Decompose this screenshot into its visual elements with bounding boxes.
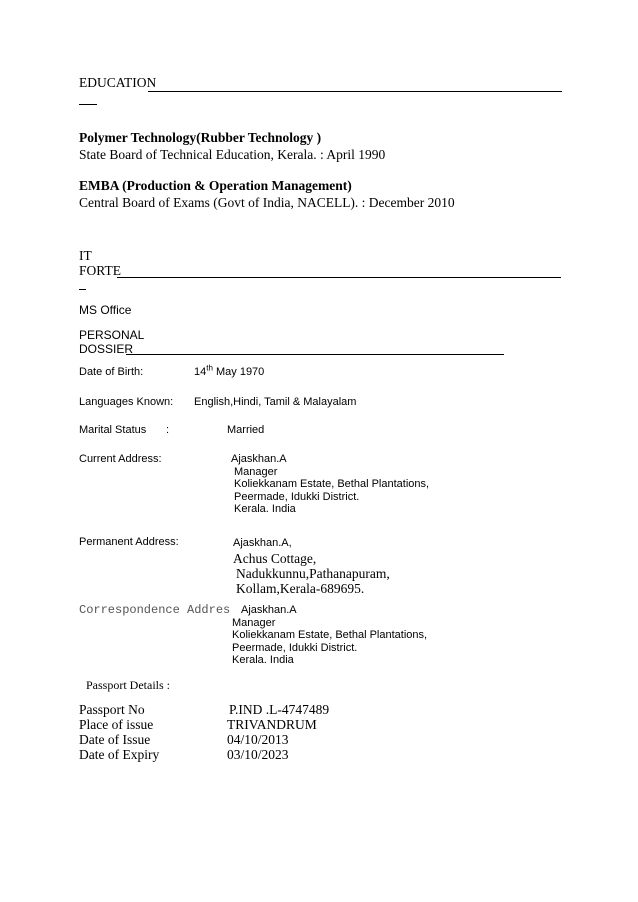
education-heading: EDUCATION — [79, 75, 157, 90]
education-item-title: Polymer Technology(Rubber Technology ) — [79, 130, 322, 145]
passport-row-value: TRIVANDRUM — [227, 717, 317, 732]
address-line: Peermade, Idukki District. — [234, 490, 360, 503]
it-forte-underline-continuation — [79, 289, 86, 290]
passport-heading: Passport Details : — [86, 678, 170, 692]
education-underline-continuation — [79, 104, 97, 105]
it-forte-heading-line1: IT — [79, 248, 92, 263]
languages-label: Languages Known: — [79, 396, 174, 408]
passport-row-value: 03/10/2023 — [227, 747, 289, 762]
passport-row-label: Date of Expiry — [79, 747, 160, 762]
marital-value: Married — [227, 424, 265, 436]
marital-label: Marital Status — [79, 424, 147, 436]
address-line: Manager — [232, 616, 276, 629]
education-item-title: EMBA (Production & Operation Management) — [79, 178, 352, 193]
address-line: Ajaskhan.A — [231, 453, 287, 465]
passport-row-value: P.IND .L-4747489 — [229, 702, 330, 717]
address-line: Kerala. India — [234, 503, 296, 515]
passport-row-label: Place of issue — [79, 717, 154, 732]
address-line: Koliekkanam Estate, Bethal Plantations, — [234, 478, 430, 490]
address-line: Peermade, Idukki District. — [232, 641, 358, 654]
personal-heading-line1: PERSONAL — [79, 328, 145, 342]
address-line: Kollam,Kerala-689695. — [236, 581, 365, 596]
correspondence-address-label: Correspondence Addres — [79, 603, 231, 617]
address-line: Achus Cottage, — [233, 551, 317, 566]
education-item-detail: State Board of Technical Education, Kerala. : April 1990 — [79, 147, 386, 162]
passport-row-label: Passport No — [79, 702, 145, 717]
address-line: Manager — [234, 465, 278, 478]
personal-underline — [126, 354, 504, 355]
address-line: Kerala. India — [232, 654, 294, 666]
address-line: Nadukkunnu,Pathanapuram, — [236, 566, 390, 581]
passport-row-value: 04/10/2013 — [227, 732, 289, 747]
it-forte-item: MS Office — [79, 303, 132, 317]
dob-value: 14th May 1970 — [194, 363, 265, 378]
correspondence-address-block — [232, 604, 428, 667]
it-forte-underline — [117, 277, 561, 278]
address-line: Ajaskhan.A, — [233, 537, 292, 549]
education-underline — [148, 91, 562, 92]
dob-label: Date of Birth: — [79, 366, 144, 378]
passport-row-label: Date of Issue — [79, 732, 151, 747]
permanent-address-label: Permanent Address: — [79, 536, 179, 548]
education-item-detail: Central Board of Exams (Govt of India, NACELL). : December 2010 — [79, 195, 455, 210]
address-line: Koliekkanam Estate, Bethal Plantations, — [232, 629, 428, 641]
current-address-block — [231, 453, 429, 516]
permanent-address-block — [233, 536, 390, 596]
passport-values — [227, 702, 329, 762]
personal-heading-line2: DOSSIER — [79, 342, 134, 356]
it-forte-heading-line2: FORTE — [79, 263, 121, 278]
languages-value: English,Hindi, Tamil & Malayalam — [194, 396, 357, 408]
address-line: Ajaskhan.A — [241, 604, 297, 616]
marital-colon: : — [166, 424, 170, 436]
current-address-label: Current Address: — [79, 453, 162, 465]
passport-labels — [79, 702, 159, 762]
